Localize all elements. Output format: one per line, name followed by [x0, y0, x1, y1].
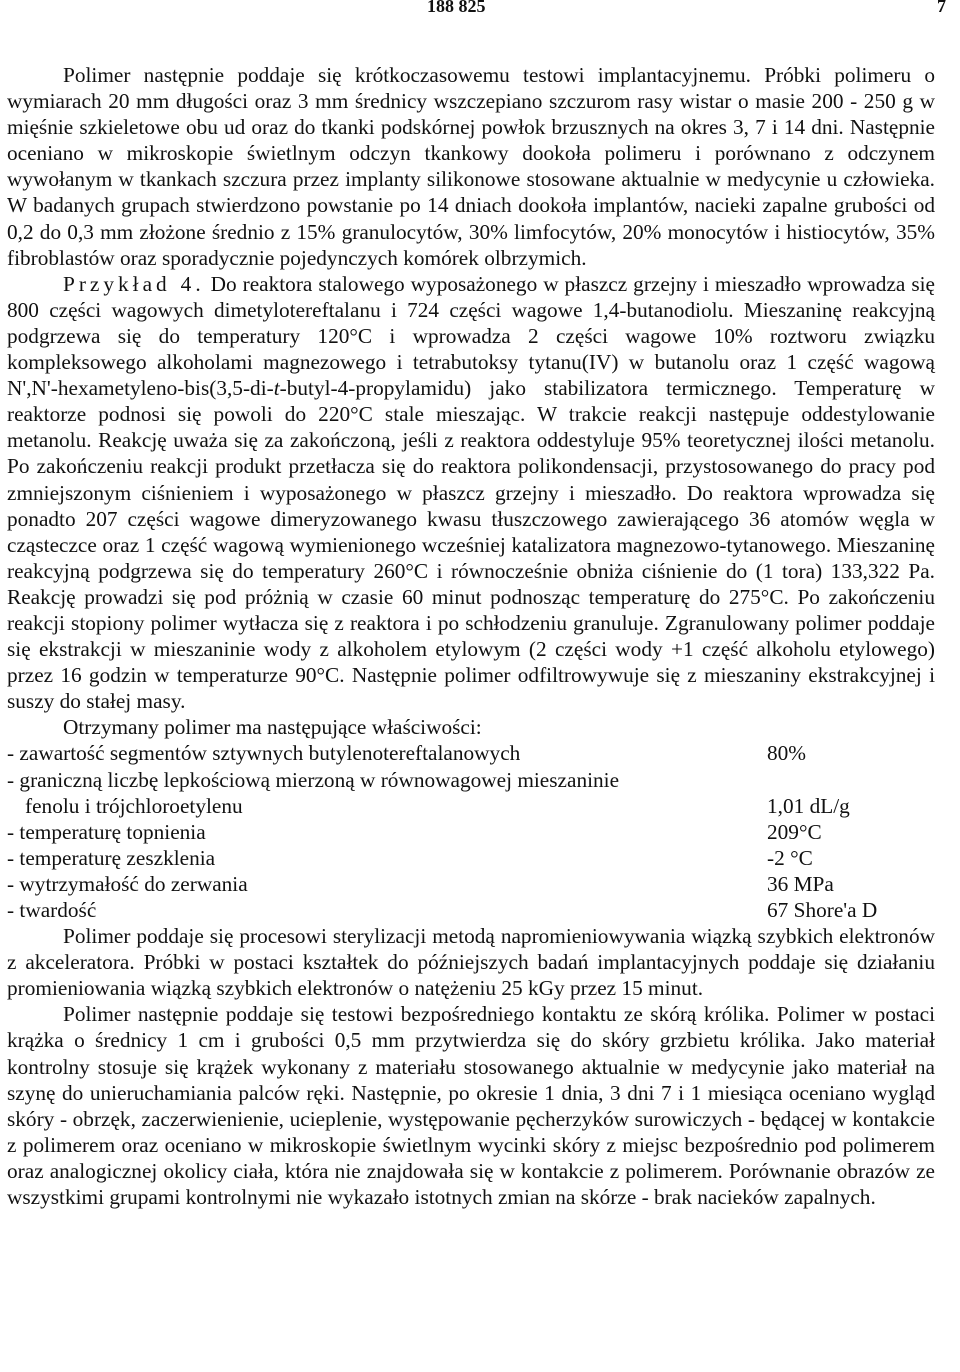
property-label-text: - temperaturę zeszklenia [7, 845, 216, 870]
page-number: 7 [937, 0, 946, 16]
example-text-part-b: -butyl-4-propylamidu) jako stabilizatora termicznego. Temperaturę w reaktorze podnosi się powoli do 220°C stale mieszając. W trakcie reakcji następuje oddestylowanie metanolu. Reakcję uważa się za zakończoną, jeśli z reaktora oddestyluje 95% teoretycznej ilości metanolu. Po zakończeniu reakcji produkt przetłacza się do reaktora polikondensacji, przystosowanego do pracy pod zmniejszonym ciśnieniem i wyposażonego w płaszcz grzejny i mieszadło. Do reaktora wprowadza się ponadto 207 części wagowe dimeryzowanego kwasu tłuszczowego zawierającego 36 atomów węgla w cząsteczce oraz 1 część wagową wymienionego wcześniej katalizatora magnezowo-tytanowego. Mieszaninę reakcyjną podgrzewa się do temperatury 260°C i równocześnie obniża ciśnienie do (1 tora) 133,322 Pa. Reakcję prowadzi się pod próżnią w czasie 60 minut podnosząc temperaturę do 275°C. Po zakończeniu reakcji stopiony polimer wytłacza się z reaktora i po schłodzeniu granuluje. Zgranulowany polimer poddaje się ekstrakcji w mieszaninie wody z alkoholem etylowym (2 części wody +1 część alkoholu etylowego) przez 16 godzin w temperaturze 90°C. Następnie polimer odfiltrowywuje się z mieszaniny ekstrakcyjnej i suszy do stałej masy. [7, 376, 935, 714]
paragraph-implant-test: Polimer następnie poddaje się krótkoczasowemu testowi implantacyjnemu. Próbki polimeru o wymiarach 20 mm długości oraz 3 mm średnicy wszczepiano szczurom rasy wistar o masie 200 - 250 g w mięśnie szkieletowe obu ud oraz do tkanki podskórnej powłok brzusznych na okres 3, 7 i 14 dni. Następnie oceniano w mikroskopie świetlnym odczyn tkankowy dookoła polimeru i porównano z odczynem wywołanym w tkankach szczura przez implanty silikonowe stosowane aktualnie w medycynie u człowieka. W badanych grupach stwierdzono powstanie po 14 dniach dookoła implantów, nacieki zapalne grubości od 0,2 do 0,3 mm złożone średnio z 15% granulocytów, 30% limfocytów, 20% monocytów i histiocytów, 35% fibroblastów oraz sporadycznie pojedynczych komórek olbrzymich. [7, 63, 935, 270]
property-value: 1,01 dL/g [767, 793, 850, 818]
example-text-italic: t [273, 376, 280, 401]
paragraph-example-4 [7, 271, 935, 715]
property-label-text: - graniczną liczbę lepkościową mierzoną w równowagowej mieszaninie [7, 767, 620, 792]
property-value: 209°C [767, 819, 822, 844]
property-label [7, 767, 767, 819]
patent-number: 188 825 [427, 0, 486, 16]
property-value: 36 MPa [767, 871, 834, 896]
property-value: -2 °C [767, 845, 813, 870]
property-row [7, 845, 935, 871]
example-text-part-a: Do reaktora stalowego wyposażonego w płaszcz grzejny i mieszadło wprowadza się 800 części wagowych dimetylotereftalanu i 724 części wagowe 1,4-butanodiolu. Mieszaninę reakcyjną podgrzewa się do temperatury 120°C i wprowadza 2 części wagowe 10% roztworu związku kompleksowego alkoholami magnezowego i tetrabutoksy tytanu(IV) w butanolu oraz 1 część wagową N',N'-hexametyleno-bis(3,5-di- [7, 271, 935, 401]
page-header [0, 0, 960, 18]
property-row [7, 819, 935, 845]
property-value: 67 Shore'a D [767, 898, 878, 922]
example-label: Przykład 4. [63, 271, 205, 296]
property-label [7, 845, 767, 871]
paragraph-sterilization: Polimer poddaje się procesowi sterylizacji metodą napromieniowywania wiązką szybkich elektronów z akceleratora. Próbki w postaci kształtek do późniejszych badań implantacyjnych poddaje się działaniu promieniowania wiązką szybkich elektronów o natężeniu 25 kGy przez 15 minut. [7, 924, 935, 1001]
property-row [7, 740, 935, 766]
property-label [7, 819, 767, 845]
property-value: 80% [767, 741, 807, 766]
property-label-text: - twardość [7, 898, 97, 922]
property-row [7, 767, 935, 819]
property-row [7, 871, 935, 897]
property-label-text: - temperaturę topnienia [7, 819, 206, 844]
properties-list [7, 740, 935, 923]
property-label [7, 871, 767, 897]
paragraph-skin-contact-test: Polimer następnie poddaje się testowi bezpośredniego kontaktu ze skórą królika. Polimer w postaci krążka o średnicy 1 cm i grubości 0,5 mm przytwierdza się do skóry grzbietu królika. Jako materiał kontrolny stosuje się krążek wykonany z materiału stosowanego aktualnie w medycynie jako materiał na szynę do unieruchamiania palców ręki. Następnie, po okresie 1 dnia, 3 dni 7 i 1 miesiąca oceniano wygląd skóry - obrzęk, zaczerwienienie, ucieplenie, występowanie pęcherzyków surowiczych - będącej w kontakcie z polimerem oraz oceniano w mikroskopie świetlnym wycinki skóry z miejsc bezpośrednio pod polimerem oraz analogicznej okolicy ciała, która nie znajdowała się w kontakcie z polimerem. Porównanie obrazów ze wszystkimi grupami kontrolnymi nie wykazało istotnych zmian na skórze - brak nacieków zapalnych. [7, 1002, 935, 1210]
property-label-text: - zawartość segmentów sztywnych butylenotereftalanowych [7, 741, 521, 766]
property-label-text: - wytrzymałość do zerwania [7, 871, 248, 896]
properties-intro: Otrzymany polimer ma następujące właściwości: [63, 715, 482, 740]
document-body [7, 62, 935, 1210]
property-label-continuation: fenolu i trójchloroetylenu [25, 793, 243, 818]
property-label [7, 740, 767, 766]
property-row [7, 897, 935, 923]
property-label [7, 897, 767, 923]
